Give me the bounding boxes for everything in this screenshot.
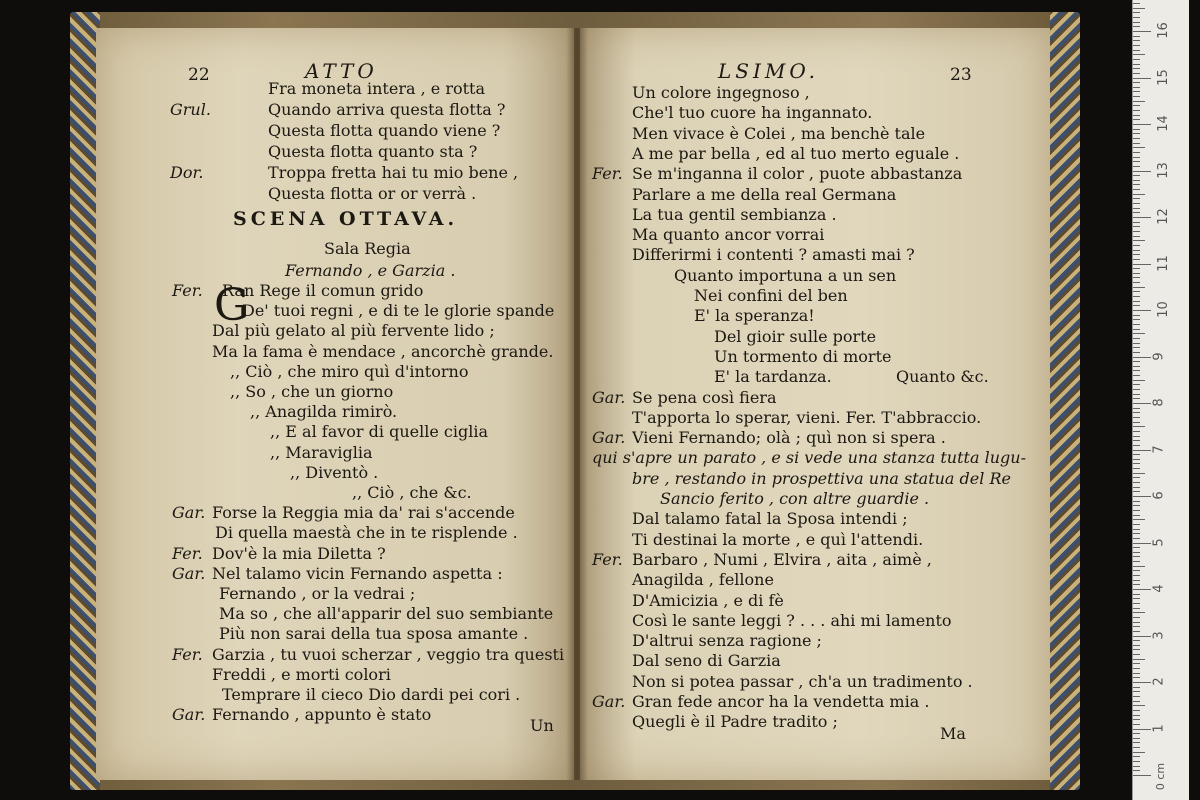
- ruler-tick: [1133, 654, 1140, 655]
- verse-line: D'altrui senza ragione ;: [632, 631, 822, 651]
- ruler-tick: [1133, 463, 1140, 464]
- verse-line: ,, Maraviglia: [270, 442, 373, 462]
- ruler-tick: [1133, 556, 1140, 557]
- verse-line: bre , restando in prospettiva una statua del Re: [632, 468, 1011, 488]
- speaker-label: Fer.: [172, 281, 203, 300]
- ruler-tick: [1133, 226, 1140, 227]
- ruler-tick: [1133, 566, 1145, 567]
- ruler-tick: [1133, 589, 1151, 590]
- ruler-tick: [1133, 380, 1145, 381]
- ruler-tick: [1133, 775, 1151, 776]
- verse-line: ,, Ciò , che &c.: [352, 483, 472, 502]
- verse-line: Ran Rege il comun grido: [222, 281, 424, 300]
- ruler-tick: [1133, 338, 1140, 339]
- ruler-tick: [1133, 533, 1140, 534]
- ruler-tick: [1133, 333, 1145, 334]
- verse-line: Se m'inganna il color , puote abbastanza: [632, 164, 963, 184]
- ruler-tick: [1133, 766, 1140, 767]
- ruler-tick: [1133, 259, 1140, 260]
- verse-line: Di quella maestà che in te risplende .: [215, 523, 518, 543]
- ruler-tick: [1133, 324, 1140, 325]
- verse-line: Freddi , e morti colori: [212, 664, 391, 684]
- ruler-tick: [1133, 231, 1140, 232]
- verse-line: Gran fede ancor ha la vendetta mia .: [632, 692, 930, 711]
- ruler-tick: [1133, 761, 1140, 762]
- ruler-number: 9: [1151, 351, 1167, 361]
- ruler-tick: [1133, 277, 1140, 278]
- ruler-tick: [1133, 436, 1140, 437]
- ruler-tick: [1133, 184, 1140, 185]
- speaker-label: Gar.: [592, 387, 626, 407]
- ruler-tick: [1133, 640, 1140, 641]
- ruler-tick: [1133, 403, 1151, 404]
- verse-line: Ma la fama è mendace , ancorchè grande.: [212, 341, 554, 361]
- ruler-tick: [1133, 454, 1140, 455]
- verse-line: Ma so , che all'apparir del suo sembiante: [219, 604, 554, 624]
- ruler-tick: [1133, 22, 1140, 23]
- ruler-tick: [1133, 677, 1140, 678]
- ruler-tick: [1133, 254, 1140, 255]
- verse-line: ,, E al favor di quelle ciglia: [270, 422, 488, 442]
- ruler-tick: [1133, 264, 1151, 265]
- ruler-tick: [1133, 682, 1151, 683]
- ruler-tick: [1133, 310, 1151, 311]
- speaker-label: Gar.: [172, 503, 206, 523]
- ruler-tick: [1133, 659, 1145, 660]
- ruler-tick: [1133, 291, 1140, 292]
- verse-line: Barbaro , Numi , Elvira , aita , aimè ,: [632, 549, 932, 569]
- ruler-tick: [1133, 17, 1140, 18]
- ruler-tick: [1133, 250, 1140, 251]
- ruler-tick: [1133, 561, 1140, 562]
- ruler-tick: [1133, 45, 1140, 46]
- ruler-tick: [1133, 715, 1140, 716]
- ruler-tick: [1133, 645, 1140, 646]
- ruler-tick: [1133, 384, 1140, 385]
- ruler-number: 14: [1155, 115, 1171, 132]
- ruler-tick: [1133, 482, 1140, 483]
- ruler-tick: [1133, 552, 1140, 553]
- speaker-label: Fer.: [592, 164, 623, 184]
- ruler-tick: [1133, 366, 1140, 367]
- verse-line: Ti destinai la morte , e quì l'attendi.: [632, 529, 924, 549]
- ruler-number: 10: [1155, 301, 1171, 318]
- ruler-tick: [1133, 175, 1140, 176]
- ruler-tick: [1133, 547, 1140, 548]
- ruler-tick: [1133, 208, 1140, 209]
- ruler-tick: [1133, 584, 1140, 585]
- ruler-tick: [1133, 673, 1140, 674]
- verse-line: ,, Ciò , che miro quì d'intorno: [230, 361, 469, 381]
- verse-line: Quanto importuna a un sen: [674, 265, 897, 285]
- verse-line: Questa flotta quando viene ?: [268, 121, 501, 140]
- ruler-tick: [1133, 73, 1140, 74]
- ruler-number: 6: [1151, 491, 1167, 500]
- ruler-tick: [1133, 626, 1140, 627]
- verse-line: Non si potea passar , ch'a un tradimento .: [632, 671, 973, 691]
- verse-line: Fernando , or la vedrai ;: [219, 584, 416, 603]
- ruler-number: 12: [1155, 208, 1171, 225]
- ruler-tick: [1133, 747, 1140, 748]
- ruler-tick: [1133, 738, 1140, 739]
- ruler-tick: [1133, 724, 1140, 725]
- ruler-tick: [1133, 240, 1145, 241]
- ruler-tick: [1133, 501, 1140, 502]
- ruler-tick: [1133, 394, 1140, 395]
- ruler-tick: [1133, 198, 1140, 199]
- ruler-tick: [1133, 157, 1140, 158]
- scene-title: SCENA OTTAVA.: [233, 208, 459, 230]
- ruler-tick: [1133, 575, 1140, 576]
- catchword-left: Un: [530, 716, 554, 735]
- ruler-tick: [1133, 8, 1145, 9]
- ruler-tick: [1133, 64, 1140, 65]
- ruler-tick: [1133, 412, 1140, 413]
- ruler-tick: [1133, 222, 1140, 223]
- ruler-number: 1: [1151, 723, 1167, 733]
- ruler-tick: [1133, 189, 1140, 190]
- ruler-tick: [1133, 687, 1140, 688]
- verse-line: E' la speranza!: [694, 306, 815, 326]
- verse-line: Così le sante leggi ? . . . ahi mi lamento: [632, 610, 952, 630]
- scene-setting: Sala Regia: [324, 239, 411, 258]
- ruler-tick: [1133, 729, 1151, 730]
- ruler-tick: [1133, 691, 1140, 692]
- ruler-tick: [1133, 287, 1145, 288]
- ruler-tick: [1133, 236, 1140, 237]
- ruler-tick: [1133, 171, 1151, 172]
- ruler-tick: [1133, 733, 1140, 734]
- ruler-tick: [1133, 343, 1140, 344]
- verse-line: Nel talamo vicin Fernando aspetta :: [212, 563, 503, 583]
- speaker-label: Gar.: [592, 692, 626, 711]
- speaker-label: Fer.: [592, 549, 623, 569]
- ruler-tick: [1133, 608, 1140, 609]
- ruler-tick: [1133, 152, 1140, 153]
- ruler-tick: [1133, 194, 1145, 195]
- ruler-tick: [1133, 742, 1140, 743]
- verse-line: Se pena così fiera: [632, 387, 777, 407]
- page-number-left: 22: [188, 65, 210, 85]
- ruler-tick: [1133, 282, 1140, 283]
- ruler-number: 7: [1151, 444, 1167, 454]
- speaker-label: Gar.: [172, 705, 206, 725]
- scene-characters: Fernando , e Garzia .: [285, 261, 456, 280]
- ruler-tick: [1133, 408, 1140, 409]
- verse-line: Garzia , tu vuoi scherzar , veggio tra questi: [212, 644, 565, 664]
- ruler-tick: [1133, 631, 1140, 632]
- ruler-tick: [1133, 505, 1140, 506]
- ruler-tick: [1133, 361, 1140, 362]
- ruler-tick: [1133, 50, 1140, 51]
- ruler-tick: [1133, 649, 1140, 650]
- verse-line: Dal seno di Garzia: [632, 651, 781, 671]
- measuring-ruler: [1132, 0, 1189, 800]
- ruler-number: 2: [1151, 677, 1167, 686]
- ruler-tick: [1133, 529, 1140, 530]
- ruler-number: 11: [1155, 254, 1171, 272]
- ruler-tick: [1133, 570, 1140, 571]
- ruler-tick: [1133, 459, 1140, 460]
- ruler-tick: [1133, 105, 1140, 106]
- ruler-tick: [1133, 496, 1151, 497]
- ruler-tick: [1133, 133, 1140, 134]
- ruler-tick: [1133, 296, 1140, 297]
- ruler-tick: [1133, 510, 1140, 511]
- ruler-tick: [1133, 752, 1145, 753]
- ruler-tick: [1133, 273, 1140, 274]
- drop-cap: G: [214, 280, 250, 331]
- verse-line: Un tormento di morte: [714, 346, 892, 366]
- ruler-tick: [1133, 487, 1140, 488]
- ruler-tick: [1133, 82, 1140, 83]
- ruler-tick: [1133, 668, 1140, 669]
- ruler-number: 3: [1151, 630, 1167, 640]
- spine: [566, 28, 588, 780]
- ruler-tick: [1133, 468, 1140, 469]
- ruler-tick: [1133, 212, 1140, 213]
- ruler-tick: [1133, 426, 1145, 427]
- ruler-number: 16: [1155, 22, 1171, 39]
- ruler-tick: [1133, 203, 1140, 204]
- ruler-tick: [1133, 301, 1140, 302]
- ruler-tick: [1133, 26, 1140, 27]
- speaker-label: Gar.: [172, 563, 206, 583]
- ruler-tick: [1133, 524, 1140, 525]
- verse-line: La tua gentil sembianza .: [632, 204, 837, 224]
- verse-line: Del gioir sulle porte: [714, 326, 877, 346]
- ruler-tick: [1133, 398, 1140, 399]
- ruler-tick: [1133, 389, 1140, 390]
- verse-line: Differirmi i contenti ? amasti mai ?: [632, 245, 915, 265]
- ruler-tick: [1133, 315, 1140, 316]
- verse-line: Parlare a me della real Germana: [632, 184, 897, 204]
- ruler-tick: [1133, 31, 1151, 32]
- verse-line: Forse la Reggia mia da' rai s'accende: [212, 503, 515, 523]
- ruler-tick: [1133, 78, 1151, 79]
- ruler-tick: [1133, 663, 1140, 664]
- ruler-tick: [1133, 422, 1140, 423]
- ruler-tick: [1133, 580, 1140, 581]
- verse-line: Quando arriva questa flotta ?: [268, 100, 506, 119]
- ruler-tick: [1133, 68, 1140, 69]
- ruler-tick: [1133, 54, 1145, 55]
- ruler-number: 4: [1151, 584, 1167, 593]
- ruler-tick: [1133, 329, 1140, 330]
- ruler-tick: [1133, 440, 1140, 441]
- ruler-tick: [1133, 138, 1140, 139]
- ruler-tick: [1133, 166, 1140, 167]
- ruler-tick: [1133, 594, 1140, 595]
- ruler-number: 8: [1151, 398, 1167, 407]
- verse-line: Più non sarai della tua sposa amante .: [219, 624, 529, 644]
- verse-line: Dal più gelato al più fervente lido ;: [212, 321, 495, 341]
- verse-line: Questa flotta or or verrà .: [268, 184, 477, 203]
- ruler-tick: [1133, 538, 1140, 539]
- verse-line: D'Amicizia , e di fè: [632, 590, 784, 610]
- speaker-label: Dor.: [170, 163, 204, 182]
- verse-line: ,, Anagilda rimirò.: [250, 402, 398, 422]
- verse-line: Un colore ingegnoso ,: [632, 83, 810, 102]
- ruler-tick: [1133, 612, 1145, 613]
- verse-line: Anagilda , fellone: [632, 570, 774, 590]
- ruler-tick: [1133, 431, 1140, 432]
- ruler-tick: [1133, 515, 1140, 516]
- ruler-tick: [1133, 91, 1140, 92]
- verse-line: Temprare il cieco Dio dardi pei cori .: [222, 685, 521, 704]
- verse-line: Nei confini del ben: [694, 286, 848, 305]
- ruler-tick: [1133, 710, 1140, 711]
- verse-line: A me par bella , ed al tuo merto eguale .: [632, 143, 960, 163]
- ruler-tick: [1133, 598, 1140, 599]
- ruler-tick: [1133, 756, 1140, 757]
- ruler-number: 15: [1155, 68, 1171, 86]
- speaker-label: Fer.: [172, 644, 203, 664]
- ruler-tick: [1133, 110, 1140, 111]
- marbled-edge-right: [1050, 12, 1080, 790]
- ruler-tick: [1133, 119, 1140, 120]
- verse-line: T'apporta lo sperar, vieni. Fer. T'abbraccio.: [632, 407, 982, 427]
- speaker-label: Fer.: [172, 543, 203, 563]
- page-number-right: 23: [950, 65, 972, 85]
- ruler-tick: [1133, 36, 1140, 37]
- ruler-number: 13: [1155, 161, 1171, 179]
- ruler-tick: [1133, 3, 1140, 4]
- ruler-tick: [1133, 59, 1140, 60]
- ruler-unit: 0 cm: [1154, 762, 1168, 791]
- ruler-tick: [1133, 115, 1140, 116]
- ruler-tick: [1133, 96, 1140, 97]
- ruler-tick: [1133, 519, 1145, 520]
- verse-line: Dal talamo fatal la Sposa intendi ;: [632, 509, 908, 529]
- verse-line: Vieni Fernando; olà ; quì non si spera .: [632, 428, 946, 448]
- ruler-tick: [1133, 129, 1140, 130]
- ruler-number: 5: [1151, 537, 1167, 547]
- verse-line: Ma quanto ancor vorrai: [632, 225, 825, 245]
- ruler-tick: [1133, 101, 1145, 102]
- ruler-tick: [1133, 180, 1140, 181]
- running-head-right: LSIMO.: [718, 59, 819, 83]
- ruler-tick: [1133, 617, 1140, 618]
- ruler-tick: [1133, 245, 1140, 246]
- ruler-tick: [1133, 375, 1140, 376]
- ruler-tick: [1133, 12, 1140, 13]
- ruler-tick: [1133, 705, 1145, 706]
- ruler-tick: [1133, 147, 1145, 148]
- ruler-tick: [1133, 357, 1151, 358]
- ruler-tick: [1133, 719, 1140, 720]
- speaker-label: Gar.: [592, 428, 626, 448]
- ruler-tick: [1133, 305, 1140, 306]
- ruler-tick: [1133, 603, 1140, 604]
- verse-line: De' tuoi regni , e di te le glorie spande: [242, 301, 555, 321]
- ruler-tick: [1133, 473, 1145, 474]
- ruler-tick: [1133, 622, 1140, 623]
- ruler-tick: [1133, 770, 1140, 771]
- verse-line: ,, So , che un giorno: [230, 382, 394, 401]
- ruler-tick: [1133, 124, 1151, 125]
- ruler-tick: [1133, 217, 1151, 218]
- ruler-tick: [1133, 417, 1140, 418]
- ruler-tick: [1133, 370, 1140, 371]
- ruler-tick: [1133, 143, 1140, 144]
- verse-line: E' la tardanza.: [714, 367, 832, 387]
- ruler-tick: [1133, 87, 1140, 88]
- aria-repeat: Quanto &c.: [896, 367, 989, 386]
- verse-line: Questa flotta quanto sta ?: [268, 142, 478, 161]
- verse-line: Che'l tuo cuore ha ingannato.: [632, 103, 873, 123]
- ruler-tick: [1133, 268, 1140, 269]
- verse-line: Dov'è la mia Diletta ?: [212, 543, 386, 563]
- ruler-tick: [1133, 477, 1140, 478]
- ruler-tick: [1133, 450, 1151, 451]
- catchword-right: Ma: [940, 724, 966, 743]
- ruler-tick: [1133, 347, 1140, 348]
- verse-line: ,, Diventò .: [290, 462, 379, 482]
- ruler-tick: [1133, 701, 1140, 702]
- verse-line: Troppa fretta hai tu mio bene ,: [268, 163, 519, 182]
- ruler-tick: [1133, 40, 1140, 41]
- speaker-label: Grul.: [170, 100, 211, 119]
- ruler-tick: [1133, 445, 1140, 446]
- ruler-tick: [1133, 696, 1140, 697]
- ruler-tick: [1133, 636, 1151, 637]
- ruler-tick: [1133, 352, 1140, 353]
- ruler-tick: [1133, 491, 1140, 492]
- ruler-tick: [1133, 161, 1140, 162]
- ruler-tick: [1133, 319, 1140, 320]
- running-head-left: ATTO: [305, 59, 378, 83]
- verse-line: qui s'apre un parato , e si vede una stanza tutta lugu-: [592, 448, 1026, 468]
- ruler-tick: [1133, 543, 1151, 544]
- verse-line: Quegli è il Padre tradito ;: [632, 712, 838, 732]
- verse-line: Fra moneta intera , e rotta: [268, 79, 486, 98]
- verse-line: Men vivace è Colei , ma benchè tale: [632, 123, 926, 143]
- verse-line: Sancio ferito , con altre guardie .: [660, 489, 930, 508]
- verse-line: Fernando , appunto è stato: [212, 705, 432, 725]
